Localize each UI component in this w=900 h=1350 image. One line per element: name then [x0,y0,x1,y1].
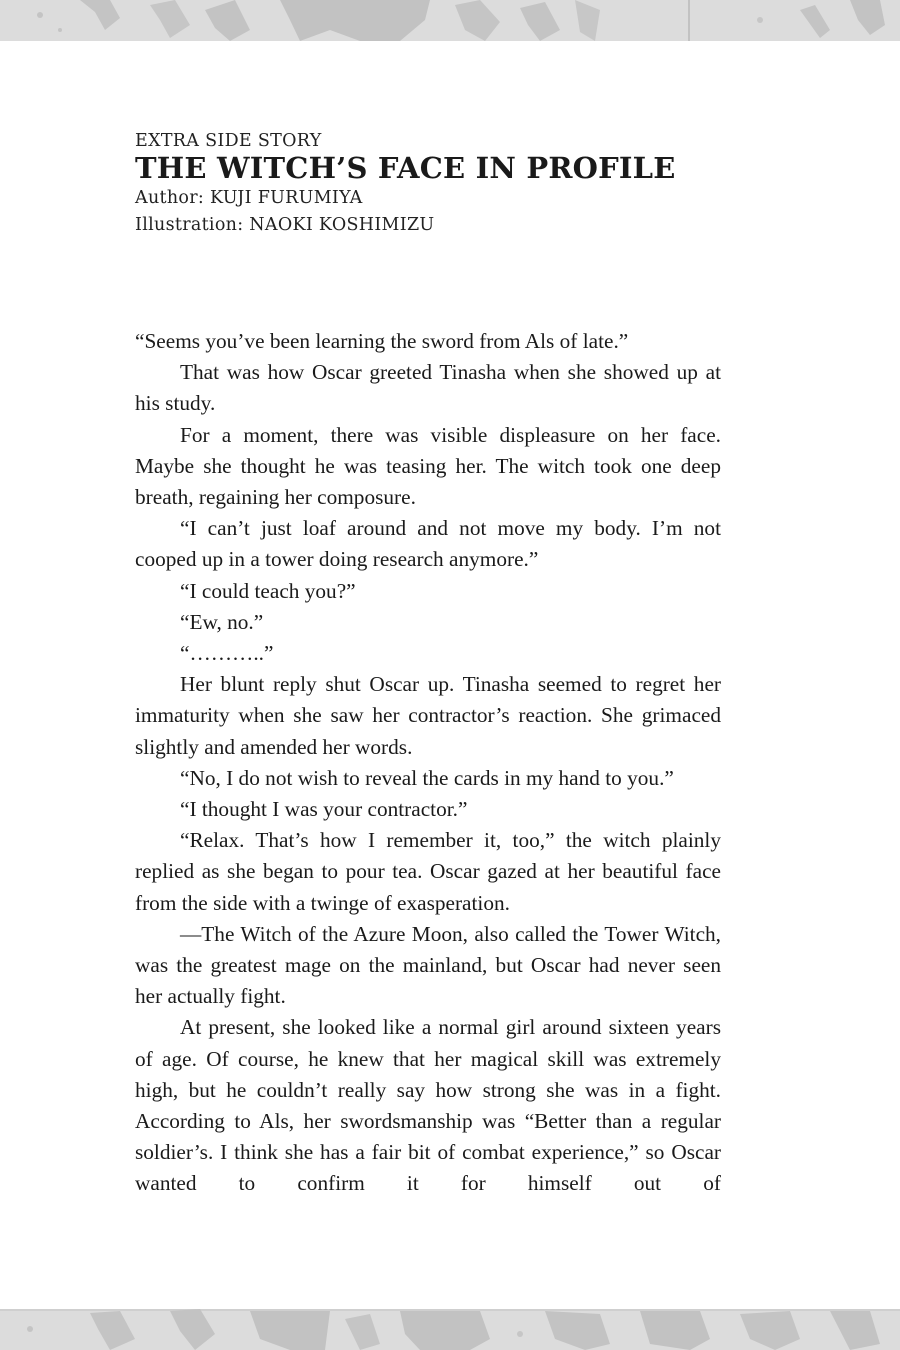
author-credit: Author: KUJI FURUMIYA [135,188,363,208]
paragraph: —The Witch of the Azure Moon, also called the Tower Witch, was the greatest mage on the mainland, but Oscar had never seen her actually fight. [135,921,721,1009]
illustration-credit: Illustration: NAOKI KOSHIMIZU [135,215,435,235]
grunge-texture-top [0,0,900,41]
grunge-texture-bottom [0,1309,900,1350]
story-header [135,131,735,239]
paragraph: “I could teach you?” [180,578,356,603]
bottom-texture-band [0,1309,900,1350]
story-kicker: EXTRA SIDE STORY [135,131,322,151]
top-texture-band [0,0,900,41]
paragraph: Her blunt reply shut Oscar up. Tinasha seemed to regret her immaturity when she saw her contractor’s reaction. She grimaced slightly and amended her words. [135,672,721,759]
paragraph: “Ew, no.” [180,609,264,634]
paragraph: “Seems you’ve been learning the sword from Als of late.” [135,329,629,353]
paragraph: “No, I do not wish to reveal the cards in my hand to you.” [180,765,674,790]
paragraph: “………..” [180,641,274,666]
story-title: THE WITCH’S FACE IN PROFILE [135,151,676,185]
paragraph: “Relax. That’s how I remember it, too,” the witch plainly replied as she began to pour tea. Oscar gazed at her beautiful face from the side with a twinge of exasperation. [135,828,721,915]
paragraph: For a moment, there was visible displeasure on her face. Maybe she thought he was teasing her. The witch took one deep breath, regaining her composure. [135,422,721,510]
story-body [135,326,721,1200]
paragraph: “I thought I was your contractor.” [180,797,468,822]
paragraph: That was how Oscar greeted Tinasha when she showed up at his study. [135,360,721,416]
paragraph: “I can’t just loaf around and not move my body. I’m not cooped up in a tower doing research anymore.” [135,516,721,572]
paragraph: At present, she looked like a normal girl around sixteen years of age. Of course, he knew that her magical skill was extremely high, but he couldn’t really say how strong she was in a fight. According to Als, her swordsmanship was “Better than a regular soldier’s. I think she has a fair bit of combat experience,” so Oscar wanted to confirm it for himself out of [135,1015,721,1196]
